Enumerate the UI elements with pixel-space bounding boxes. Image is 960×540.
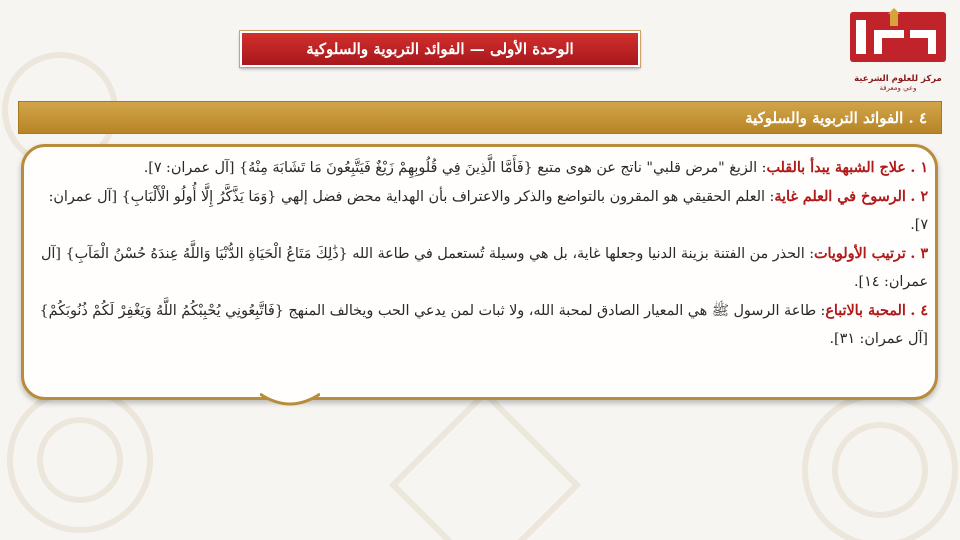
item-number: ٣ .: [910, 245, 928, 262]
section-heading-text: ٤ . الفوائد التربوية والسلوكية: [745, 108, 927, 127]
section-heading: [18, 101, 942, 134]
item-text: : الزيغ "مرض قلبي" ناتج عن هوى متبع {فَأَمَّا الَّذِينَ فِي قُلُوبِهِمْ زَيْغٌ فَيَتَّبِعُونَ مَا تَشَابَهَ مِنْهُ} [آل عمران: ٧].: [143, 160, 767, 176]
list-item: [32, 297, 928, 354]
logo-subtitle: مركز للعلوم الشرعية: [854, 74, 942, 84]
item-text: : طاعة الرسول ﷺ هي المعيار الصادق لمحبة الله، ولا ثبات لمن يدعي الحب ويخالف المنهج {فَاتَّبِعُونِي يُحْبِبْكُمُ اللَّهُ وَيَغْفِرْ لَكُمْ ذُنُوبَكُمْ} [آل عمران: ٣١].: [39, 302, 928, 347]
item-text: : الحذر من الفتنة بزينة الدنيا وجعلها غاية، بل هي وسيلة تُستعمل في طاعة الله {ذَٰلِكَ مَتَاعُ الْحَيَاةِ الدُّنْيَا وَاللَّهُ عِندَهُ حُسْنُ الْمَآبِ} [آل عمران: ١٤].: [41, 245, 928, 290]
content-list: [32, 154, 928, 354]
list-item: [32, 183, 928, 240]
item-number: ٤ .: [910, 302, 928, 319]
logo-tagline: وعي ومعرفة: [879, 84, 917, 92]
item-number: ٢ .: [910, 188, 928, 205]
list-item: [32, 240, 928, 297]
panel-notch: [260, 392, 320, 408]
list-item: [32, 154, 928, 183]
logo: [848, 8, 948, 100]
item-heading: ترتيب الأولويات: [814, 245, 906, 262]
slide-title-text: الوحدة الأولى — الفوائد التربوية والسلوكية: [306, 40, 574, 58]
item-heading: المحبة بالاتباع: [825, 302, 906, 319]
logo-mark-icon: [850, 8, 946, 68]
item-number: ١ .: [910, 160, 928, 176]
item-text: : العلم الحقيقي هو المقرون بالتواضع والذكر والاعتراف بأن الهداية محض فضل إلهي {وَمَا يَذَّكَّرُ إِلَّا أُولُو الْأَلْبَابِ} [آل عمران: ٧].: [48, 188, 928, 233]
slide-title: [240, 31, 640, 67]
item-heading: علاج الشبهة يبدأ بالقلب: [766, 160, 906, 176]
item-heading: الرسوخ في العلم غاية: [774, 188, 906, 205]
